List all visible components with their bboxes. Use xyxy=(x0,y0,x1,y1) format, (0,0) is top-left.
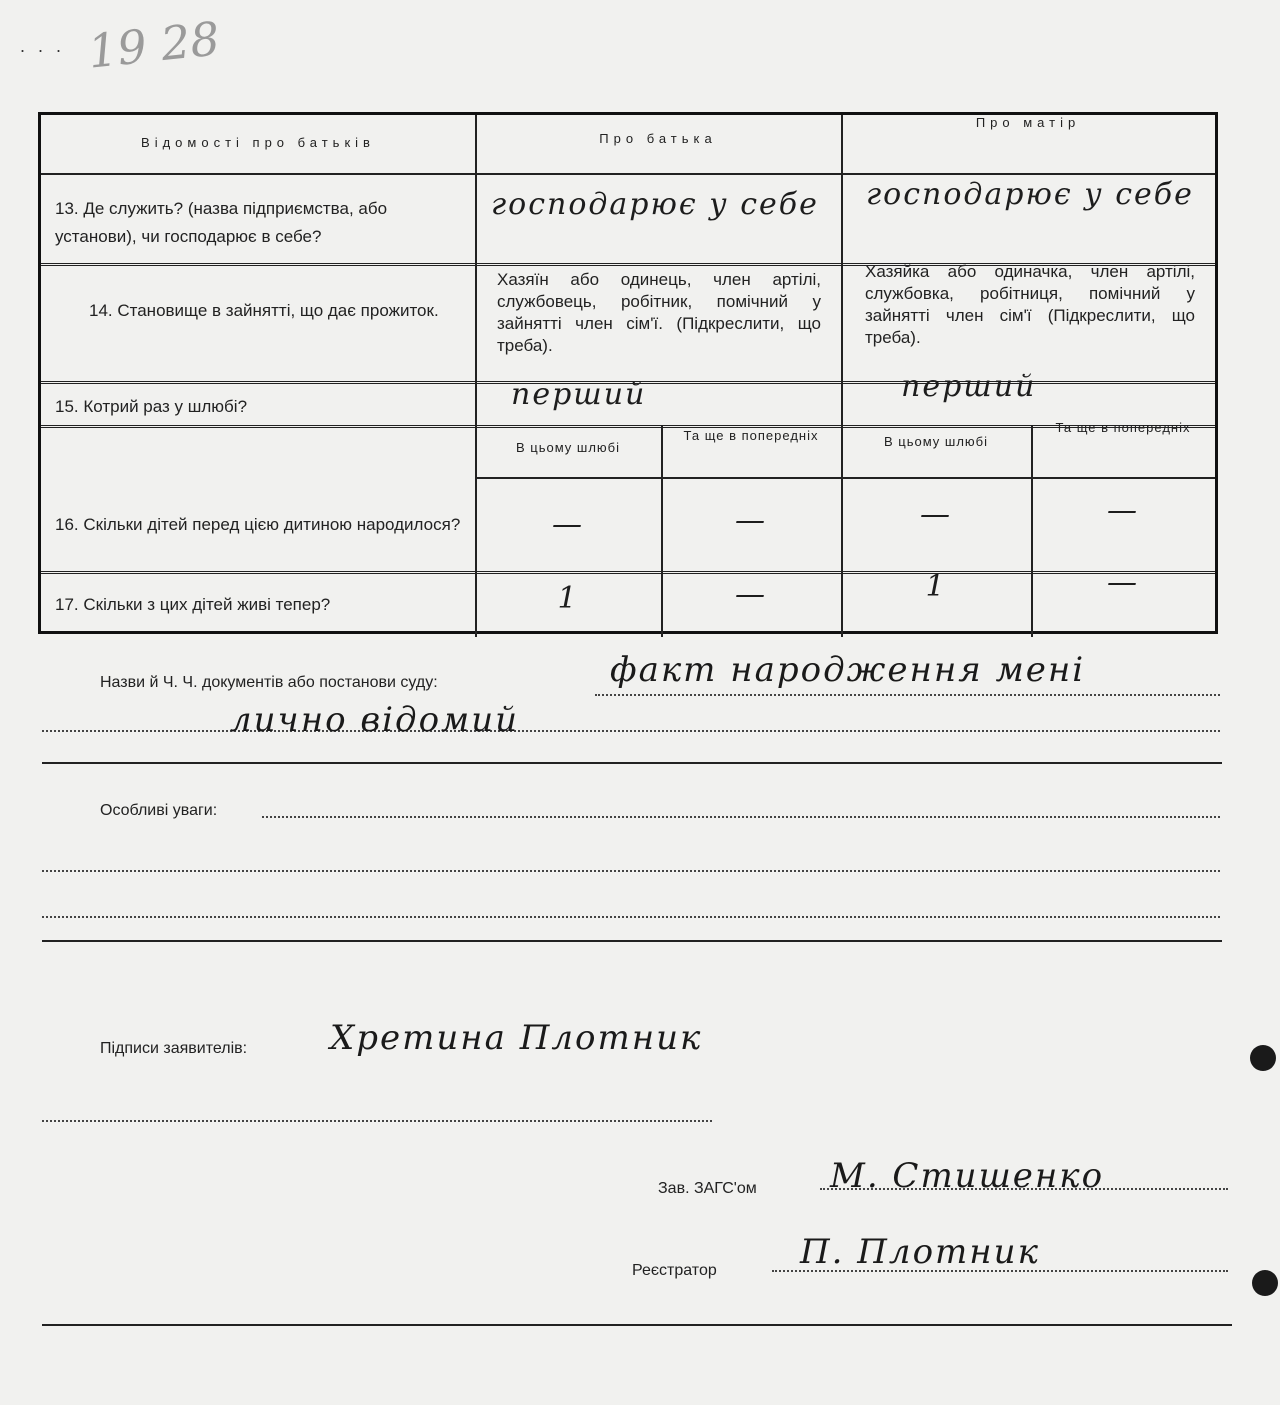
row13-mother-answer: господарює у себе xyxy=(866,177,1194,212)
row14-father-options: Хазяїн або одинець, член артілі, службовець, робітник, помічний у зайнятті член сім'ї. (Підкреслити, що треба). xyxy=(497,270,821,355)
row14-mother-options: Хазяйка або одиначка, член артілі, службовка, робітниця, помічний у зайнятті член сім'ї (Підкреслити, що треба). xyxy=(865,262,1195,347)
row17-mother-prev: — xyxy=(1107,565,1139,600)
header-mother: Про матір xyxy=(975,115,1081,130)
row17-mother-this: 1 xyxy=(925,569,947,604)
registrar-label: Реєстратор xyxy=(632,1262,717,1279)
remarks-label: Особливі уваги: xyxy=(100,802,218,819)
subheader-father-prev: Та ще в попередніх xyxy=(683,428,819,443)
row16-question: 16. Скільки дітей перед цією дитиною народилося? xyxy=(55,515,461,534)
head-signature: М. Стишенко xyxy=(830,1156,1105,1196)
row16-father-prev: — xyxy=(735,503,767,538)
row16-father-this: — xyxy=(552,507,584,542)
row16-mother-prev: — xyxy=(1107,493,1139,528)
row16-mother-this: — xyxy=(920,497,952,532)
row14-question: 14. Становище в зайнятті, що дає прожиток. xyxy=(89,301,439,320)
subheader-mother-prev: Та ще в попередніх xyxy=(1055,420,1191,435)
signatures-value: Хретина Плотник xyxy=(330,1018,703,1058)
parents-info-table xyxy=(38,112,1218,634)
header-father: Про батька xyxy=(599,131,717,146)
documents-label: Назви й Ч. Ч. документів або постанови суду: xyxy=(100,674,438,691)
margin-dots: . . . xyxy=(20,36,66,56)
header-parents-info: Відомості про батьків xyxy=(141,135,375,150)
row15-mother-answer: перший xyxy=(901,369,1037,404)
corner-year-note: 19 28 xyxy=(85,11,223,79)
row13-question: 13. Де служить? (назва підприємства, або установи), чи господарює в себе? xyxy=(55,199,388,246)
documents-value-line2: лично відомий xyxy=(230,700,520,740)
row15-father-answer: перший xyxy=(511,377,647,412)
signatures-label: Підписи заявителів: xyxy=(100,1040,248,1057)
subheader-mother-this: В цьому шлюбі xyxy=(883,434,989,449)
row17-question: 17. Скільки з цих дітей живі тепер? xyxy=(55,595,331,614)
row17-father-prev: — xyxy=(735,577,767,612)
punch-hole xyxy=(1250,1045,1276,1071)
subheader-father-this: В цьому шлюбі xyxy=(515,440,621,455)
punch-hole xyxy=(1252,1270,1278,1296)
head-label: Зав. ЗАГС'ом xyxy=(658,1180,757,1197)
row17-father-this: 1 xyxy=(557,581,579,616)
registrar-signature: П. Плотник xyxy=(800,1232,1040,1272)
documents-value-line1: факт народження мені xyxy=(610,650,1086,690)
row15-question: 15. Котрий раз у шлюбі? xyxy=(55,397,248,416)
row13-father-answer: господарює у себе xyxy=(491,187,819,222)
